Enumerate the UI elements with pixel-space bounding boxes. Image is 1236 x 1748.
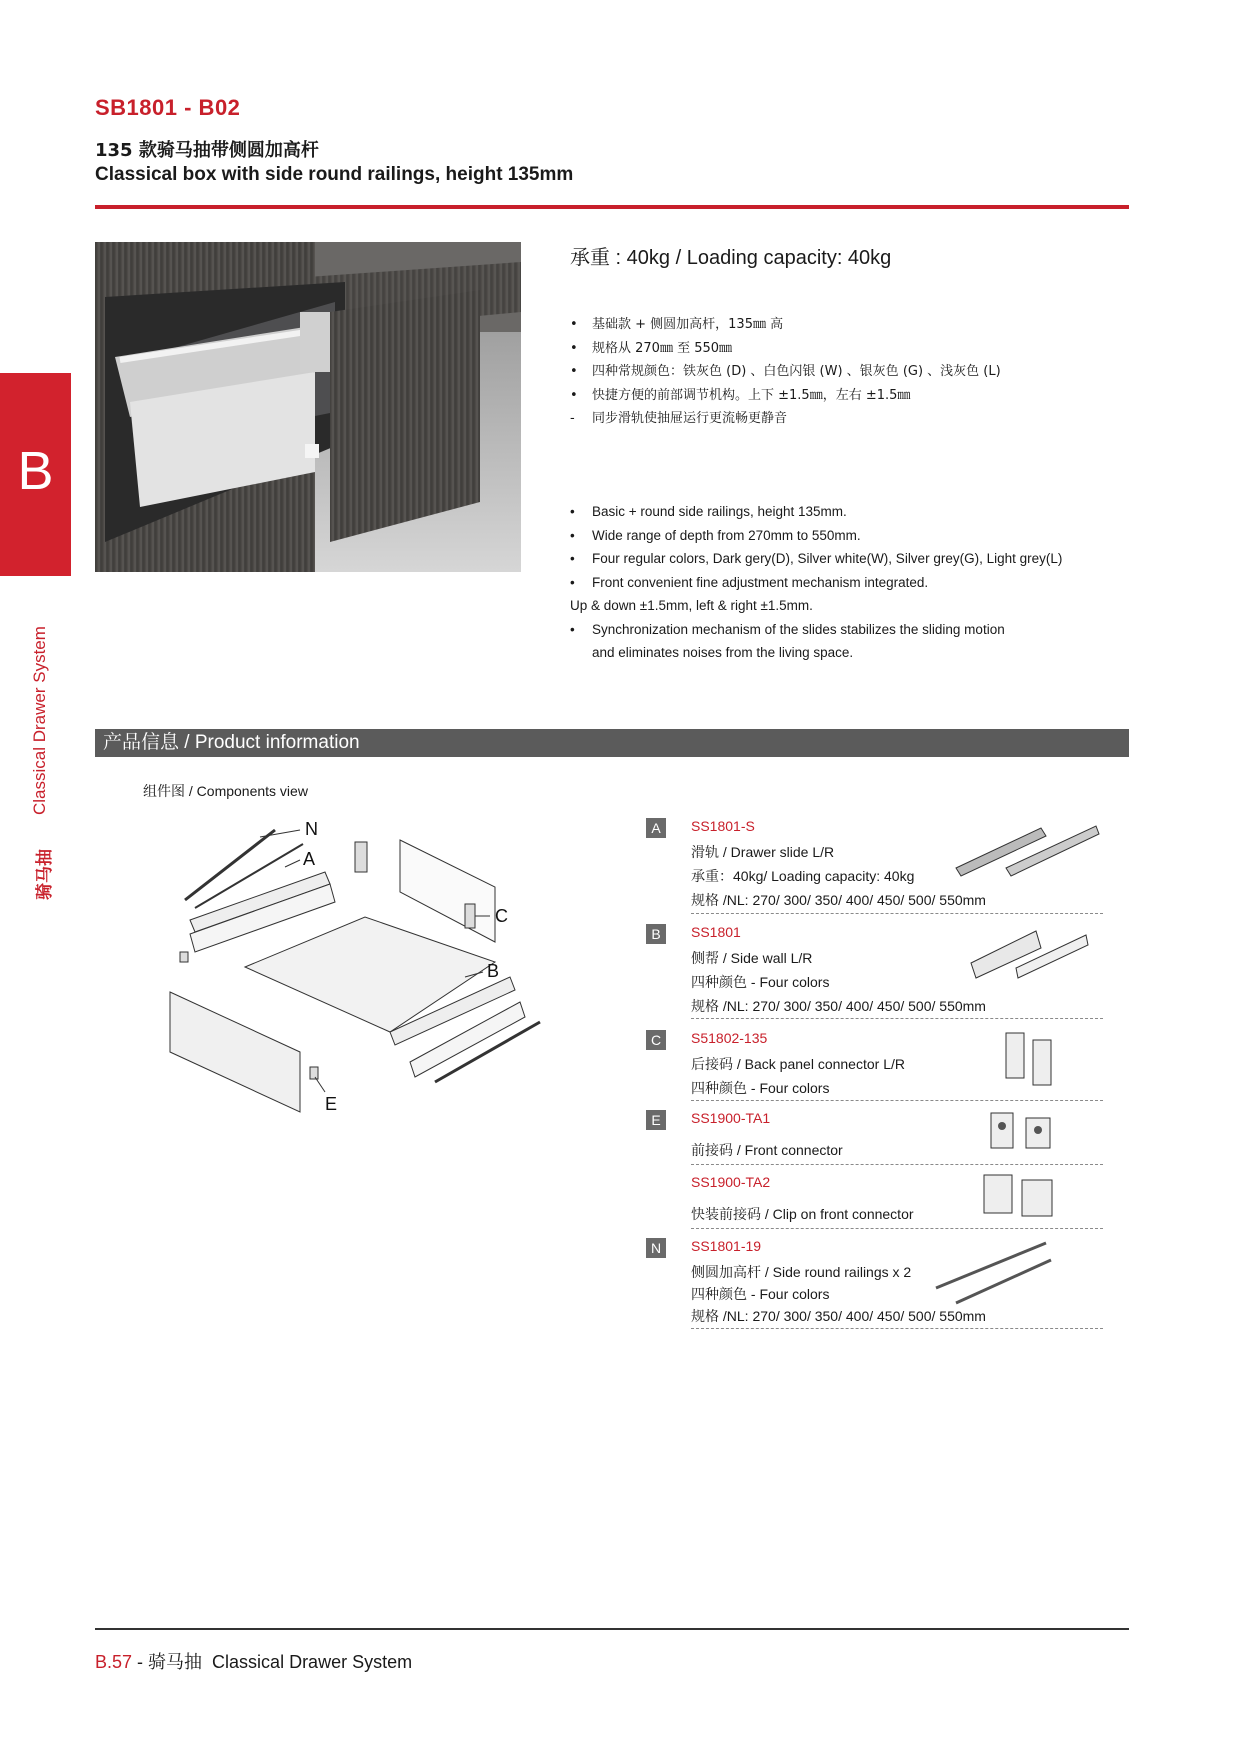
vertical-label-en: Classical Drawer System [30, 626, 49, 815]
feature-cn-4: • 快捷方便的前部调节机构。上下 ±1.5㎜，左右 ±1.5㎜ [570, 384, 1001, 408]
divider [691, 1328, 1103, 1329]
feature-en-5: • Synchronization mechanism of the slides stabilizes the sliding motion [570, 618, 1062, 642]
component-desc: 侧圆加高杆 / Side round railings x 2 [691, 1264, 912, 1280]
product-code: SB1801 - B02 [95, 95, 241, 120]
component-colors: 四种颜色 - Four colors [691, 1286, 830, 1302]
feature-cn-3: • 四种常规颜色：铁灰色 (D) 、白色闪银 (W) 、银灰色 (G) 、浅灰色 (L) [570, 360, 1001, 384]
title-chinese: 135 款骑马抽带侧圆加高杆 [95, 140, 319, 161]
component-desc: 后接码 / Back panel connector L/R [691, 1056, 905, 1072]
product-photo [95, 242, 521, 572]
component-desc: 侧帮 / Side wall L/R [691, 950, 813, 966]
header-divider [95, 205, 1129, 209]
component-code: SS1801-S [691, 818, 755, 834]
side-wall-image [966, 923, 1091, 983]
component-sizes: 规格 /NL: 270/ 300/ 350/ 400/ 450/ 500/ 550mm [691, 892, 986, 908]
divider [691, 1164, 1103, 1165]
component-desc: 前接码 / Front connector [691, 1142, 843, 1158]
component-sizes: 规格 /NL: 270/ 300/ 350/ 400/ 450/ 500/ 550mm [691, 1308, 986, 1324]
back-connector-image [1001, 1028, 1061, 1088]
feature-en-4-cont: Up & down ±1.5mm, left & right ±1.5mm. [570, 598, 813, 613]
component-letter-n: N [646, 1238, 666, 1258]
component-desc: 滑轨 / Drawer slide L/R [691, 844, 835, 860]
section-tab-letter: B [17, 441, 54, 501]
footer [95, 1648, 412, 1674]
component-code: SS1900-TA2 [691, 1174, 771, 1190]
feature-en-5-cont: and eliminates noises from the living space. [592, 645, 854, 660]
clip-front-connector-image [976, 1170, 1066, 1222]
component-colors: 四种颜色 - Four colors [691, 974, 830, 990]
component-colors: 四种颜色 - Four colors [691, 1080, 830, 1096]
diagram-label-e: E [325, 1094, 338, 1114]
page-number: B.57 [95, 1652, 133, 1672]
feature-cn-5: - 同步滑轨使抽屉运行更流畅更静音 [570, 407, 1001, 431]
divider [691, 1018, 1103, 1019]
feature-en-1: • Basic + round side railings, height 135mm. [570, 500, 1062, 524]
component-letter-b: B [646, 924, 666, 944]
divider [691, 1100, 1103, 1101]
feature-cn-1: • 基础款 + 侧圆加高杆，135㎜ 高 [570, 313, 1001, 337]
footer-separator: - [132, 1652, 149, 1672]
diagram-label-c: C [495, 906, 508, 926]
drawer-slide-image [951, 818, 1101, 883]
feature-cn-2: • 规格从 270㎜ 至 550㎜ [570, 337, 1001, 361]
railings-image [931, 1238, 1056, 1308]
component-code: S51802-135 [691, 1030, 768, 1046]
component-desc: 快装前接码 / Clip on front connector [691, 1206, 914, 1222]
loading-capacity: 承重 : 40kg / Loading capacity: 40kg [570, 247, 892, 269]
component-list [646, 818, 1106, 1338]
diagram-label-b: B [487, 961, 500, 981]
divider [691, 913, 1103, 914]
component-letter-c: C [646, 1030, 666, 1050]
feature-en-4: • Front convenient fine adjustment mechanism integrated. [570, 571, 1062, 595]
divider [691, 1228, 1103, 1229]
diagram-label-n: N [305, 819, 318, 839]
component-capacity: 承重：40kg/ Loading capacity: 40kg [691, 868, 915, 884]
footer-divider [95, 1628, 1129, 1630]
footer-cn: 骑马抽 [148, 1652, 203, 1672]
vertical-label-cn: 骑马抽 [35, 849, 55, 900]
component-code: SS1900-TA1 [691, 1110, 771, 1126]
component-letter-e: E [646, 1110, 666, 1130]
component-code: SS1801 [691, 924, 741, 940]
title-english: Classical box with side round railings, height 135mm [95, 164, 574, 185]
component-code: SS1801-19 [691, 1238, 762, 1254]
vertical-label-cn-wrap [30, 849, 60, 960]
exploded-diagram [165, 812, 585, 1142]
feature-en-2: • Wide range of depth from 270mm to 550mm. [570, 524, 1062, 548]
component-sizes: 规格 /NL: 270/ 300/ 350/ 400/ 450/ 500/ 550mm [691, 998, 986, 1014]
front-connector-image [986, 1108, 1066, 1158]
component-letter-a: A [646, 818, 666, 838]
section-header-product-information: 产品信息 / Product information [95, 729, 1129, 757]
features-english [570, 500, 1062, 665]
components-view-label: 组件图 / Components view [143, 783, 308, 799]
footer-en: Classical Drawer System [212, 1652, 413, 1672]
features-chinese [570, 313, 1001, 431]
diagram-label-a: A [303, 849, 316, 869]
feature-en-3: • Four regular colors, Dark gery(D), Silver white(W), Silver grey(G), Light grey(L) [570, 547, 1062, 571]
